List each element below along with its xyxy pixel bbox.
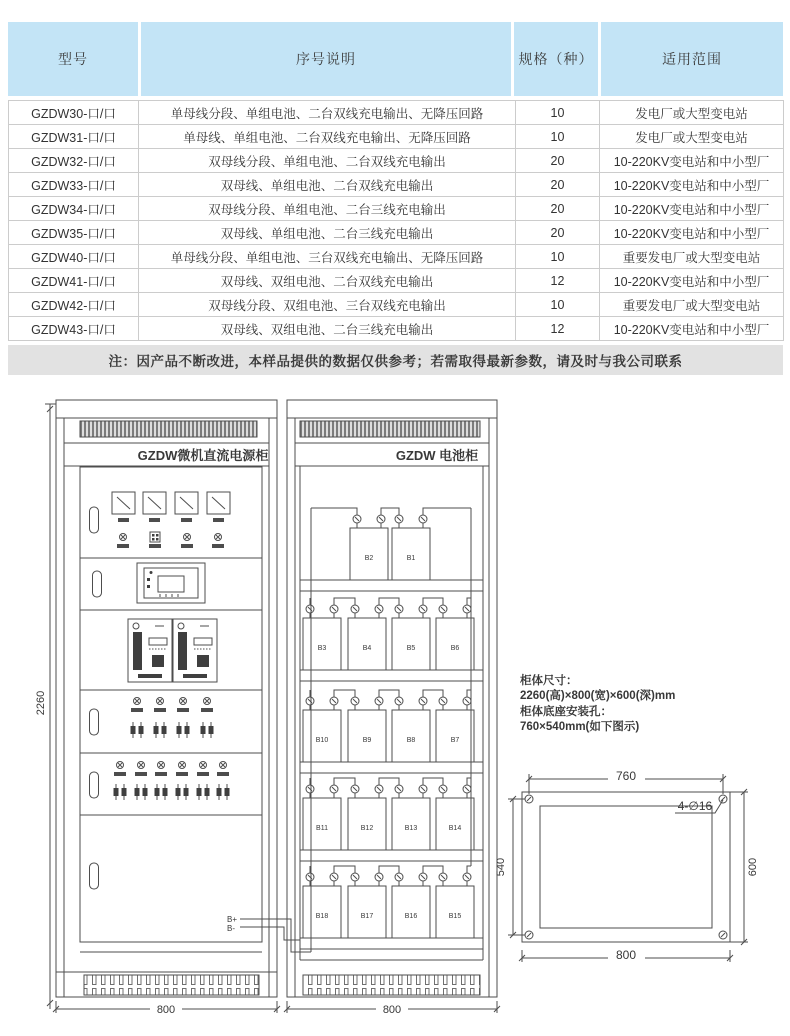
power-cabinet-title: GZDW微机直流电源柜 [137, 448, 269, 463]
mounting-hole [525, 795, 727, 939]
wire-label-positive: B+ [226, 915, 237, 924]
range-cell: 重要发电厂或大型变电站 [600, 293, 784, 317]
table-row [9, 293, 784, 317]
spec-text-block [520, 673, 675, 733]
spec-line: 柜体尺寸： [520, 675, 578, 687]
range-cell: 发电厂或大型变电站 [600, 101, 784, 125]
description-cell: 单母线、单组电池、二台双线充电输出、无降压回路 [139, 125, 516, 149]
spec-line: 柜体底座安装孔： [520, 706, 612, 718]
spec-cell: 12 [516, 317, 600, 341]
model-cell: GZDW32-口/口 [9, 149, 139, 173]
battery-cell [350, 528, 388, 580]
spec-table-header [8, 22, 783, 96]
description-cell: 双母线、双组电池、二台双线充电输出 [139, 269, 516, 293]
svg-text:B17: B17 [360, 913, 374, 920]
model-cell: GZDW43-口/口 [9, 317, 139, 341]
range-cell: 发电厂或大型变电站 [600, 125, 784, 149]
col-header-description: 序号说明 [141, 22, 511, 96]
monitor-module [137, 563, 205, 603]
svg-text:B10: B10 [315, 737, 329, 744]
spec-line: 760×540mm(如下图示) [520, 721, 640, 733]
svg-text:B6: B6 [450, 645, 460, 652]
dim-hole-width: 760 [615, 769, 637, 783]
charger-modules [128, 619, 217, 682]
spec-cell: 10 [516, 101, 600, 125]
wire-label-negative: B- [227, 924, 235, 933]
meter-panel [112, 492, 230, 548]
model-cell: GZDW42-口/口 [9, 293, 139, 317]
svg-text:B14: B14 [448, 825, 462, 832]
table-row [9, 197, 784, 221]
model-cell: GZDW30-口/口 [9, 101, 139, 125]
battery-cell [436, 618, 474, 670]
svg-text:B2: B2 [364, 555, 374, 562]
svg-text:B12: B12 [360, 825, 374, 832]
description-cell: 双母线分段、单组电池、二台双线充电输出 [139, 149, 516, 173]
table-row [9, 221, 784, 245]
description-cell: 双母线、单组电池、二台三线充电输出 [139, 221, 516, 245]
dim-height: 2260 [35, 690, 47, 716]
breaker-row-2 [114, 762, 230, 801]
holes-label: 4-∅16 [677, 799, 713, 813]
range-cell: 10-220KV变电站和中小型厂 [600, 173, 784, 197]
description-cell: 双母线分段、单组电池、二台三线充电输出 [139, 197, 516, 221]
battery-cell [392, 710, 430, 762]
table-row [9, 101, 784, 125]
table-row [9, 149, 784, 173]
svg-text:B15: B15 [448, 913, 462, 920]
description-cell: 双母线分段、双组电池、三台双线充电输出 [139, 293, 516, 317]
svg-text:B4: B4 [362, 645, 372, 652]
model-cell: GZDW35-口/口 [9, 221, 139, 245]
description-cell: 双母线、单组电池、二台双线充电输出 [139, 173, 516, 197]
breaker-row-1 [131, 698, 214, 739]
svg-text:B1: B1 [406, 555, 416, 562]
battery-cell [392, 618, 430, 670]
model-cell: GZDW41-口/口 [9, 269, 139, 293]
battery-cabinet-title: GZDW 电池柜 [395, 448, 479, 463]
range-cell: 10-220KV变电站和中小型厂 [600, 149, 784, 173]
spec-cell: 10 [516, 293, 600, 317]
spec-cell: 10 [516, 125, 600, 149]
spec-cell: 10 [516, 245, 600, 269]
cabinet-door [80, 467, 262, 942]
battery-cell [436, 886, 474, 938]
range-cell: 10-220KV变电站和中小型厂 [600, 269, 784, 293]
dim-base-width: 800 [615, 948, 637, 962]
table-row [9, 317, 784, 341]
battery-cell [303, 618, 341, 670]
spec-line: 2260(高)×800(宽)×600(深)mm [520, 690, 676, 702]
spec-cell: 20 [516, 221, 600, 245]
model-cell: GZDW31-口/口 [9, 125, 139, 149]
technical-drawing [0, 385, 790, 1036]
battery-cell [348, 798, 386, 850]
top-vent-grille [300, 421, 480, 437]
bottom-vent-grille [303, 975, 480, 995]
range-cell: 10-220KV变电站和中小型厂 [600, 221, 784, 245]
range-cell: 10-220KV变电站和中小型厂 [600, 197, 784, 221]
battery-cells [303, 528, 474, 938]
table-row [9, 269, 784, 293]
dim-battery-cabinet-width: 800 [382, 1004, 402, 1016]
spec-cell: 20 [516, 173, 600, 197]
svg-text:B16: B16 [404, 913, 418, 920]
svg-text:B5: B5 [406, 645, 416, 652]
range-cell: 重要发电厂或大型变电站 [600, 245, 784, 269]
svg-text:B9: B9 [362, 737, 372, 744]
battery-cell [303, 710, 341, 762]
table-row [9, 125, 784, 149]
battery-cell [348, 618, 386, 670]
table-row [9, 245, 784, 269]
battery-cell [392, 798, 430, 850]
table-row [9, 173, 784, 197]
model-cell: GZDW34-口/口 [9, 197, 139, 221]
bottom-vent-grille [84, 975, 259, 995]
battery-cell [392, 528, 430, 580]
svg-text:B7: B7 [450, 737, 460, 744]
dim-power-cabinet-width: 800 [156, 1004, 176, 1016]
description-cell: 单母线分段、单组电池、二台双线充电输出、无降压回路 [139, 101, 516, 125]
battery-cell [436, 710, 474, 762]
col-header-range: 适用范围 [601, 22, 783, 96]
battery-cell [348, 710, 386, 762]
model-cell: GZDW33-口/口 [9, 173, 139, 197]
door-handle [90, 507, 102, 889]
col-header-model: 型号 [8, 22, 138, 96]
battery-cell [303, 798, 341, 850]
spec-cell: 20 [516, 197, 600, 221]
description-cell: 双母线、双组电池、二台三线充电输出 [139, 317, 516, 341]
battery-cell [348, 886, 386, 938]
battery-cabinet-drawing [227, 400, 497, 997]
dim-hole-height: 540 [495, 857, 507, 877]
dim-base-depth: 600 [747, 857, 759, 877]
svg-text:B18: B18 [315, 913, 329, 920]
power-cabinet-drawing [56, 400, 277, 997]
mounting-hole-diagram [495, 769, 759, 962]
description-cell: 单母线分段、单组电池、三台双线充电输出、无降压回路 [139, 245, 516, 269]
svg-text:B8: B8 [406, 737, 416, 744]
model-cell: GZDW40-口/口 [9, 245, 139, 269]
battery-cell [392, 886, 430, 938]
spec-table [8, 100, 784, 341]
range-cell: 10-220KV变电站和中小型厂 [600, 317, 784, 341]
spec-cell: 20 [516, 149, 600, 173]
spec-cell: 12 [516, 269, 600, 293]
battery-cell [303, 886, 341, 938]
svg-text:B11: B11 [316, 825, 328, 832]
svg-text:B13: B13 [404, 825, 418, 832]
disclaimer-note: 注：因产品不断改进，本样品提供的数据仅供参考；若需取得最新参数，请及时与我公司联系 [8, 345, 783, 375]
battery-cell [436, 798, 474, 850]
svg-text:B3: B3 [317, 645, 327, 652]
col-header-spec: 规格（种） [514, 22, 598, 96]
top-vent-grille [80, 421, 257, 437]
